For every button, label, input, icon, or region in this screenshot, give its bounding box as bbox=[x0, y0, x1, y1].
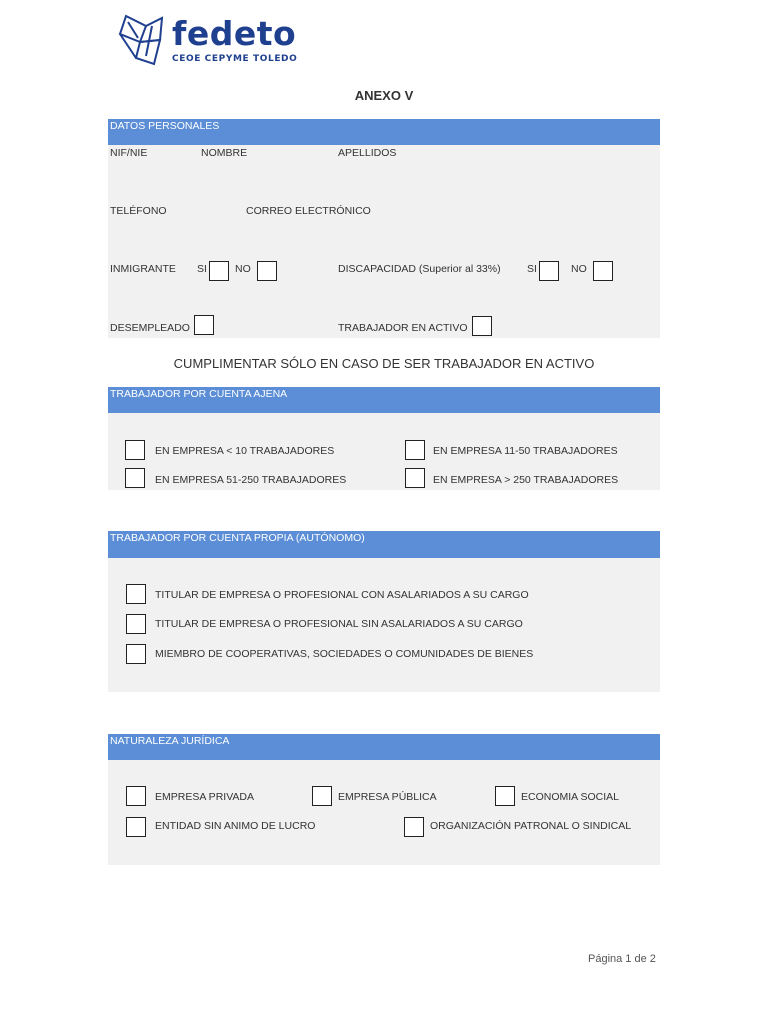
juridica-patronal-sindical-label: ORGANIZACIÓN PATRONAL O SINDICAL bbox=[430, 820, 632, 832]
discapacidad-no-label: NO bbox=[571, 263, 587, 275]
apellidos-label: APELLIDOS bbox=[338, 147, 397, 159]
instruction-text: CUMPLIMENTAR SÓLO EN CASO DE SER TRABAJADOR EN ACTIVO bbox=[173, 356, 595, 371]
juridica-economia-social-label: ECONOMIA SOCIAL bbox=[521, 791, 620, 803]
inmigrante-si-checkbox[interactable] bbox=[209, 261, 229, 281]
trabajador-activo-label: TRABAJADOR EN ACTIVO bbox=[338, 322, 468, 334]
juridica-section-header: NATURALEZA JURÍDICA bbox=[108, 734, 660, 760]
juridica-publica-checkbox[interactable] bbox=[312, 786, 332, 806]
juridica-patronal-sindical-checkbox[interactable] bbox=[404, 817, 424, 837]
telefono-label: TELÉFONO bbox=[110, 205, 167, 217]
discapacidad-no-checkbox[interactable] bbox=[593, 261, 613, 281]
personal-section-header: DATOS PERSONALES bbox=[108, 119, 660, 145]
inmigrante-label: INMIGRANTE bbox=[110, 263, 176, 275]
propia-section-header: TRABAJADOR POR CUENTA PROPIA (AUTÓNOMO) bbox=[108, 531, 660, 558]
discapacidad-si-label: SI bbox=[527, 263, 537, 275]
trabajador-activo-checkbox[interactable] bbox=[472, 316, 492, 336]
ajena-lt10-checkbox[interactable] bbox=[125, 440, 145, 460]
document-title: ANEXO V bbox=[354, 88, 414, 103]
ajena-lt10-label: EN EMPRESA < 10 TRABAJADORES bbox=[155, 445, 335, 457]
ajena-gt250-label: EN EMPRESA > 250 TRABAJADORES bbox=[433, 474, 619, 486]
desempleado-label: DESEMPLEADO bbox=[110, 322, 190, 334]
discapacidad-label: DISCAPACIDAD (Superior al 33%) bbox=[338, 263, 501, 275]
logo-wordmark: fedeto bbox=[172, 14, 297, 53]
desempleado-checkbox[interactable] bbox=[194, 315, 214, 335]
propia-con-asalariados-checkbox[interactable] bbox=[126, 584, 146, 604]
discapacidad-si-checkbox[interactable] bbox=[539, 261, 559, 281]
juridica-economia-social-checkbox[interactable] bbox=[495, 786, 515, 806]
ajena-11-50-label: EN EMPRESA 11-50 TRABAJADORES bbox=[433, 445, 618, 457]
propia-sin-asalariados-label: TITULAR DE EMPRESA O PROFESIONAL SIN ASALARIADOS A SU CARGO bbox=[155, 618, 523, 630]
ajena-11-50-checkbox[interactable] bbox=[405, 440, 425, 460]
ajena-51-250-label: EN EMPRESA 51-250 TRABAJADORES bbox=[155, 474, 347, 486]
page-number: Página 1 de 2 bbox=[588, 953, 656, 965]
juridica-sin-animo-lucro-label: ENTIDAD SIN ANIMO DE LUCRO bbox=[155, 820, 316, 832]
propia-con-asalariados-label: TITULAR DE EMPRESA O PROFESIONAL CON ASALARIADOS A SU CARGO bbox=[155, 589, 529, 601]
inmigrante-no-checkbox[interactable] bbox=[257, 261, 277, 281]
nombre-label: NOMBRE bbox=[201, 147, 248, 159]
ajena-gt250-checkbox[interactable] bbox=[405, 468, 425, 488]
juridica-sin-animo-lucro-checkbox[interactable] bbox=[126, 817, 146, 837]
juridica-privada-label: EMPRESA PRIVADA bbox=[155, 791, 255, 803]
propia-cooperativas-checkbox[interactable] bbox=[126, 644, 146, 664]
ajena-51-250-checkbox[interactable] bbox=[125, 468, 145, 488]
juridica-privada-checkbox[interactable] bbox=[126, 786, 146, 806]
correo-label: CORREO ELECTRÓNICO bbox=[246, 205, 371, 217]
propia-cooperativas-label: MIEMBRO DE COOPERATIVAS, SOCIEDADES O COMUNIDADES DE BIENES bbox=[155, 648, 534, 660]
ajena-section-header: TRABAJADOR POR CUENTA AJENA bbox=[108, 387, 660, 413]
logo-subtitle: CEOE CEPYME TOLEDO bbox=[172, 54, 298, 64]
propia-sin-asalariados-checkbox[interactable] bbox=[126, 614, 146, 634]
fedeto-logo-icon bbox=[116, 12, 172, 70]
nif-label: NIF/NIE bbox=[110, 147, 148, 159]
inmigrante-no-label: NO bbox=[235, 263, 251, 275]
inmigrante-si-label: SI bbox=[197, 263, 207, 275]
juridica-publica-label: EMPRESA PÚBLICA bbox=[338, 791, 437, 803]
